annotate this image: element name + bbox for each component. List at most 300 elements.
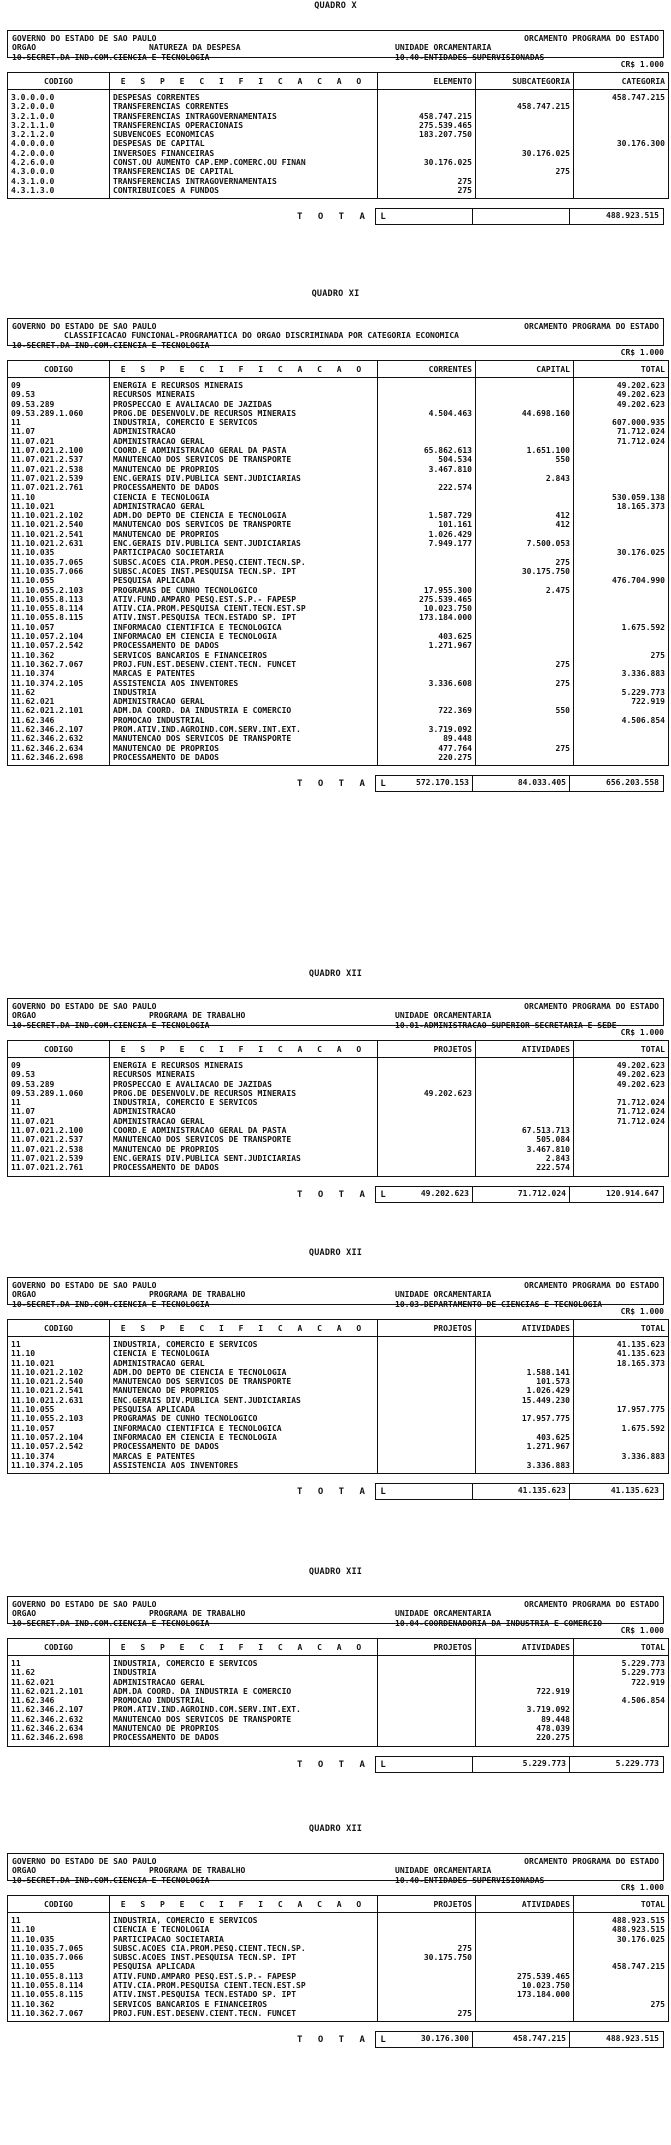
value-cell xyxy=(378,697,476,706)
value-cell xyxy=(574,1154,669,1163)
value-cell xyxy=(378,390,476,399)
value-cell xyxy=(574,1953,669,1962)
especificacao-cell: ENC.GERAIS DIV.PUBLICA SENT.JUDICIARIAS xyxy=(110,539,378,548)
value-cell xyxy=(378,623,476,632)
especificacao-cell: MARCAS E PATENTES xyxy=(110,669,378,678)
value-cell: 607.000.935 xyxy=(574,418,669,427)
totals-box xyxy=(375,1483,664,1500)
codigo-cell: 11.10 xyxy=(8,493,110,502)
especificacao-cell: ENERGIA E RECURSOS MINERAIS xyxy=(110,1058,378,1071)
budget-table xyxy=(7,72,669,199)
codigo-cell: 11.10.362.7.067 xyxy=(8,2009,110,2022)
value-cell xyxy=(476,734,574,743)
quadro-xii-administracao-superior xyxy=(0,968,671,1206)
report-subject: PROGRAMA DE TRABALHO xyxy=(149,1866,246,1876)
value-cell xyxy=(476,112,574,121)
especificacao-cell: ADM.DO DEPTO DE CIENCIA E TECNOLOGIA xyxy=(110,1368,378,1377)
value-cell: 49.202.623 xyxy=(378,1089,476,1098)
codigo-cell: 11.10.021.2.541 xyxy=(8,1386,110,1395)
unidade-name: 10.40-ENTIDADES SUPERVISIONADAS xyxy=(395,1875,545,1885)
table-row xyxy=(8,1107,669,1116)
value-cell: 1.587.729 xyxy=(378,511,476,520)
value-cell xyxy=(378,576,476,585)
total-value: 71.712.024 xyxy=(473,1187,570,1202)
codigo-cell: 11.10.374 xyxy=(8,1452,110,1461)
value-cell: 275.539.465 xyxy=(378,121,476,130)
value-cell xyxy=(378,1442,476,1451)
value-cell xyxy=(476,641,574,650)
codigo-cell: 11.62.021.2.101 xyxy=(8,706,110,715)
codigo-cell: 11.10.055.8.113 xyxy=(8,595,110,604)
value-cell: 15.449.230 xyxy=(476,1396,574,1405)
especificacao-cell: ENERGIA E RECURSOS MINERAIS xyxy=(110,378,378,391)
table-row xyxy=(8,539,669,548)
column-header-col4: CAPITAL xyxy=(476,361,574,378)
codigo-cell: 11.10.055.2.103 xyxy=(8,1414,110,1423)
budget-table xyxy=(7,1895,669,2022)
codigo-cell: 11.62 xyxy=(8,1668,110,1677)
total-label: T O T A L xyxy=(297,779,391,790)
value-cell xyxy=(476,2000,574,2009)
value-cell: 41.135.623 xyxy=(574,1349,669,1358)
value-cell xyxy=(378,1925,476,1934)
value-cell xyxy=(476,1058,574,1071)
value-cell: 412 xyxy=(476,511,574,520)
value-cell xyxy=(378,1135,476,1144)
value-cell: 505.084 xyxy=(476,1135,574,1144)
table-row xyxy=(8,651,669,660)
codigo-cell: 11 xyxy=(8,1913,110,1926)
value-cell: 49.202.623 xyxy=(574,1080,669,1089)
especificacao-cell: RECURSOS MINERAIS xyxy=(110,390,378,399)
table-row xyxy=(8,1925,669,1934)
value-cell xyxy=(476,697,574,706)
header-row xyxy=(8,73,669,90)
especificacao-cell: INDUSTRIA, COMERCIO E SERVICOS xyxy=(110,1098,378,1107)
table-row xyxy=(8,121,669,130)
especificacao-cell: RECURSOS MINERAIS xyxy=(110,1070,378,1079)
table-row xyxy=(8,1145,669,1154)
table-row xyxy=(8,1724,669,1733)
quadro-title: QUADRO XII xyxy=(308,1567,363,1577)
table-row xyxy=(8,753,669,766)
table-row xyxy=(8,1935,669,1944)
value-cell xyxy=(378,1962,476,1971)
total-value: 458.747.215 xyxy=(473,2032,570,2047)
value-cell xyxy=(574,1715,669,1724)
codigo-cell: 11.10.057.2.104 xyxy=(8,1433,110,1442)
codigo-cell: 11.10.021 xyxy=(8,1359,110,1368)
value-cell: 504.534 xyxy=(378,455,476,464)
table-row xyxy=(8,530,669,539)
value-cell: 275 xyxy=(574,651,669,660)
table-row xyxy=(8,641,669,650)
table-row xyxy=(8,1913,669,1926)
table-row xyxy=(8,1424,669,1433)
report-header xyxy=(7,1277,664,1309)
especificacao-cell: PARTICIPACAO SOCIETARIA xyxy=(110,1935,378,1944)
especificacao-cell: ASSISTENCIA AOS INVENTORES xyxy=(110,679,378,688)
especificacao-cell: ATIV.FUND.AMPARO PESQ.EST.S.P.- FAPESP xyxy=(110,595,378,604)
table-row xyxy=(8,1715,669,1724)
value-cell xyxy=(378,1724,476,1733)
value-cell: 3.467.810 xyxy=(378,465,476,474)
codigo-cell: 11.10.035.7.066 xyxy=(8,567,110,576)
quadro-xii-departamento-ciencias xyxy=(0,1247,671,1503)
codigo-cell: 11 xyxy=(8,1656,110,1669)
report-header xyxy=(7,30,664,62)
value-cell: 71.712.024 xyxy=(574,1117,669,1126)
value-cell: 550 xyxy=(476,706,574,715)
budget-table xyxy=(7,1638,669,1747)
column-header-especificacao: E S P E C I F I C A C A O xyxy=(110,1041,378,1058)
especificacao-cell: ADMINISTRACAO GERAL xyxy=(110,697,378,706)
codigo-cell: 11 xyxy=(8,418,110,427)
orgao-name: 10-SECRET.DA IND.COM.CIENCIA E TECNOLOGIA xyxy=(12,1875,210,1885)
value-cell xyxy=(574,744,669,753)
value-cell: 30.176.025 xyxy=(378,158,476,167)
value-cell: 275 xyxy=(378,186,476,199)
especificacao-cell: DESPESAS CORRENTES xyxy=(110,90,378,103)
total-value: 488.923.515 xyxy=(606,2034,659,2044)
value-cell xyxy=(574,121,669,130)
header-row xyxy=(8,1041,669,1058)
especificacao-cell: ADMINISTRACAO xyxy=(110,1107,378,1116)
unidade-name: 10.01-ADMINISTRACAO SUPERIOR SECRETARIA E SEDE xyxy=(395,1020,617,1030)
value-cell xyxy=(378,1107,476,1116)
value-cell xyxy=(574,1733,669,1746)
value-cell xyxy=(476,177,574,186)
unidade-name: 10.03-DEPARTAMENTO DE CIENCIAS E TECNOLOGIA xyxy=(395,1299,603,1309)
table-row xyxy=(8,2000,669,2009)
table-row xyxy=(8,474,669,483)
value-cell xyxy=(378,1154,476,1163)
table-row xyxy=(8,400,669,409)
value-cell xyxy=(378,1359,476,1368)
value-cell xyxy=(378,427,476,436)
value-cell xyxy=(378,502,476,511)
table-row xyxy=(8,1733,669,1746)
value-cell: 275 xyxy=(378,177,476,186)
value-cell xyxy=(378,1687,476,1696)
codigo-cell: 11.62.346.2.634 xyxy=(8,1724,110,1733)
especificacao-cell: MANUTENCAO DOS SERVICOS DE TRANSPORTE xyxy=(110,1715,378,1724)
value-cell: 17.955.300 xyxy=(378,586,476,595)
codigo-cell: 11.10.057 xyxy=(8,1424,110,1433)
total-value xyxy=(376,1484,473,1499)
value-cell: 1.271.967 xyxy=(476,1442,574,1451)
value-cell xyxy=(574,446,669,455)
totals-box xyxy=(375,208,664,225)
especificacao-cell: MANUTENCAO DE PROPRIOS xyxy=(110,1145,378,1154)
table-row xyxy=(8,1405,669,1414)
column-header-especificacao: E S P E C I F I C A C A O xyxy=(110,1896,378,1913)
table-row xyxy=(8,613,669,622)
value-cell xyxy=(378,660,476,669)
value-cell xyxy=(574,465,669,474)
value-cell xyxy=(476,669,574,678)
especificacao-cell: PROJ.FUN.EST.DESENV.CIENT.TECN. FUNCET xyxy=(110,660,378,669)
spacer xyxy=(0,1259,671,1277)
value-cell: 41.135.623 xyxy=(574,1337,669,1350)
orgao-label: ORGAO xyxy=(12,1866,37,1876)
value-cell xyxy=(476,493,574,502)
currency-unit: CR$ 1.000 xyxy=(620,348,664,357)
report-header xyxy=(7,1596,664,1628)
especificacao-cell: CIENCIA E TECNOLOGIA xyxy=(110,1349,378,1358)
totals-box xyxy=(375,2031,664,2048)
codigo-cell: 11.62.346.2.632 xyxy=(8,1715,110,1724)
codigo-cell: 11.10.362 xyxy=(8,651,110,660)
value-cell: 30.176.300 xyxy=(574,139,669,148)
value-cell xyxy=(574,613,669,622)
especificacao-cell: MANUTENCAO DE PROPRIOS xyxy=(110,530,378,539)
codigo-cell: 11.10.374.2.105 xyxy=(8,679,110,688)
value-cell xyxy=(378,1990,476,1999)
totals-box xyxy=(375,1756,664,1773)
quadro-title: QUADRO X xyxy=(314,1,357,11)
especificacao-cell: PROGRAMAS DE CUNHO TECNOLOGICO xyxy=(110,1414,378,1423)
total-value: 5.229.773 xyxy=(473,1757,570,1772)
codigo-cell: 11.10.035 xyxy=(8,548,110,557)
table-row xyxy=(8,1154,669,1163)
table-row xyxy=(8,1337,669,1350)
value-cell xyxy=(476,688,574,697)
codigo-cell: 11.10 xyxy=(8,1349,110,1358)
value-cell xyxy=(574,1972,669,1981)
codigo-cell: 11.62.021.2.101 xyxy=(8,1687,110,1696)
value-cell xyxy=(476,483,574,492)
table-row xyxy=(8,455,669,464)
value-cell xyxy=(378,1414,476,1423)
value-cell xyxy=(378,688,476,697)
unidade-label: UNIDADE ORCAMENTARIA xyxy=(395,1290,492,1300)
value-cell xyxy=(574,706,669,715)
total-row xyxy=(0,1483,671,1503)
value-cell xyxy=(574,102,669,111)
especificacao-cell: SUBVENCOES ECONOMICAS xyxy=(110,130,378,139)
value-cell xyxy=(476,1944,574,1953)
especificacao-cell: INFORMACAO CIENTIFICA E TECNOLOGICA xyxy=(110,623,378,632)
government-name: GOVERNO DO ESTADO DE SAO PAULO xyxy=(12,1600,157,1609)
quadro-xii-coordenadoria-industria xyxy=(0,1566,671,1776)
codigo-cell: 3.2.1.1.0 xyxy=(8,121,110,130)
quadro-title: QUADRO XII xyxy=(308,1824,363,1834)
value-cell: 17.957.775 xyxy=(476,1414,574,1423)
total-value: 572.170.153 xyxy=(376,776,473,791)
value-cell: 30.176.025 xyxy=(574,548,669,557)
spacer xyxy=(0,1835,671,1853)
table-row xyxy=(8,390,669,399)
especificacao-cell: ATIV.CIA.PROM.PESQUISA CIENT.TECN.EST.SP xyxy=(110,604,378,613)
especificacao-cell: PROCESSAMENTO DE DADOS xyxy=(110,753,378,766)
table-row xyxy=(8,1135,669,1144)
table-row xyxy=(8,1377,669,1386)
report-subject: PROGRAMA DE TRABALHO xyxy=(149,1290,246,1300)
value-cell xyxy=(378,1163,476,1176)
column-header-especificacao: E S P E C I F I C A C A O xyxy=(110,1639,378,1656)
value-cell xyxy=(476,1089,574,1098)
value-cell xyxy=(574,558,669,567)
value-cell xyxy=(378,1070,476,1079)
value-cell xyxy=(378,1452,476,1461)
column-header-col3: PROJETOS xyxy=(378,1896,476,1913)
value-cell xyxy=(476,378,574,391)
value-cell xyxy=(378,1396,476,1405)
value-cell xyxy=(574,1396,669,1405)
codigo-cell: 11.10.055.8.115 xyxy=(8,613,110,622)
value-cell xyxy=(378,1126,476,1135)
government-name: GOVERNO DO ESTADO DE SAO PAULO xyxy=(12,1281,157,1290)
especificacao-cell: MANUTENCAO DE PROPRIOS xyxy=(110,1386,378,1395)
currency-unit: CR$ 1.000 xyxy=(620,1307,664,1316)
value-cell: 2.475 xyxy=(476,586,574,595)
value-cell: 3.336.608 xyxy=(378,679,476,688)
especificacao-cell: INVERSOES FINANCEIRAS xyxy=(110,149,378,158)
value-cell xyxy=(574,725,669,734)
value-cell xyxy=(476,158,574,167)
especificacao-cell: TRANSFERENCIAS DE CAPITAL xyxy=(110,167,378,176)
value-cell xyxy=(476,1349,574,1358)
especificacao-cell: ADMINISTRACAO GERAL xyxy=(110,1359,378,1368)
value-cell xyxy=(574,520,669,529)
column-header-col5: CATEGORIA xyxy=(574,73,669,90)
budget-table xyxy=(7,1040,669,1177)
table-row xyxy=(8,427,669,436)
codigo-cell: 11.10.021.2.102 xyxy=(8,511,110,520)
column-header-col4: ATIVIDADES xyxy=(476,1041,574,1058)
unidade-name: 10.04-COORDENADORIA DA INDUSTRIA E COMERCIO xyxy=(395,1618,603,1628)
total-value: 41.135.623 xyxy=(473,1484,570,1499)
value-cell: 1.651.100 xyxy=(476,446,574,455)
especificacao-cell: PROMOCAO INDUSTRIAL xyxy=(110,716,378,725)
value-cell xyxy=(574,474,669,483)
quadro-title: QUADRO XII xyxy=(308,969,363,979)
codigo-cell: 11.10.374.2.105 xyxy=(8,1461,110,1474)
especificacao-cell: ENC.GERAIS DIV.PUBLICA SENT.JUDICIARIAS xyxy=(110,1154,378,1163)
value-cell: 30.175.750 xyxy=(476,567,574,576)
value-cell: 49.202.623 xyxy=(574,400,669,409)
especificacao-cell: PESQUISA APLICADA xyxy=(110,1405,378,1414)
table-row xyxy=(8,511,669,520)
column-header-col3: ELEMENTO xyxy=(378,73,476,90)
table-row xyxy=(8,1126,669,1135)
value-cell xyxy=(378,1913,476,1926)
codigo-cell: 09.53 xyxy=(8,1070,110,1079)
codigo-cell: 09.53.289.1.060 xyxy=(8,409,110,418)
especificacao-cell: MANUTENCAO DE PROPRIOS xyxy=(110,1724,378,1733)
table-row xyxy=(8,1396,669,1405)
codigo-cell: 11.10.055.2.103 xyxy=(8,586,110,595)
value-cell xyxy=(378,1368,476,1377)
value-cell xyxy=(476,1424,574,1433)
especificacao-cell: PROCESSAMENTO DE DADOS xyxy=(110,1442,378,1451)
especificacao-cell: ADMINISTRACAO GERAL xyxy=(110,1678,378,1687)
table-row xyxy=(8,418,669,427)
especificacao-cell: DESPESAS DE CAPITAL xyxy=(110,139,378,148)
value-cell: 4.504.463 xyxy=(378,409,476,418)
value-cell xyxy=(574,130,669,139)
column-header-col3: PROJETOS xyxy=(378,1041,476,1058)
value-cell xyxy=(378,1337,476,1350)
budget-program-title: ORCAMENTO PROGRAMA DO ESTADO xyxy=(524,1857,659,1866)
value-cell: 173.184.000 xyxy=(476,1990,574,1999)
value-cell: 71.712.024 xyxy=(574,427,669,436)
value-cell xyxy=(476,437,574,446)
value-cell xyxy=(476,1656,574,1669)
codigo-cell: 09.53.289.1.060 xyxy=(8,1089,110,1098)
value-cell xyxy=(378,1705,476,1714)
codigo-cell: 11.62.346.2.698 xyxy=(8,753,110,766)
totals-box xyxy=(375,1186,664,1203)
codigo-cell: 11.07.021 xyxy=(8,1117,110,1126)
table-row xyxy=(8,1678,669,1687)
value-cell xyxy=(378,1058,476,1071)
table-row xyxy=(8,1386,669,1395)
value-cell: 3.719.092 xyxy=(378,725,476,734)
value-cell: 476.704.990 xyxy=(574,576,669,585)
value-cell: 101.573 xyxy=(476,1377,574,1386)
especificacao-cell: ATIV.INST.PESQUISA TECN.ESTADO SP. IPT xyxy=(110,613,378,622)
especificacao-cell: PROCESSAMENTO DE DADOS xyxy=(110,641,378,650)
value-cell xyxy=(574,167,669,176)
total-label: T O T A L xyxy=(297,212,391,223)
table-row xyxy=(8,90,669,103)
header-row xyxy=(8,1896,669,1913)
currency-unit: CR$ 1.000 xyxy=(620,1028,664,1037)
especificacao-cell: PROMOCAO INDUSTRIAL xyxy=(110,1696,378,1705)
table-row xyxy=(8,1981,669,1990)
value-cell xyxy=(378,1080,476,1089)
value-cell xyxy=(574,604,669,613)
especificacao-cell: ADMINISTRACAO GERAL xyxy=(110,1117,378,1126)
especificacao-cell: MANUTENCAO DOS SERVICOS DE TRANSPORTE xyxy=(110,455,378,464)
codigo-cell: 11.07.021.2.537 xyxy=(8,455,110,464)
table-row xyxy=(8,1656,669,1669)
report-subject: NATUREZA DA DESPESA xyxy=(149,43,241,53)
value-cell xyxy=(378,1424,476,1433)
codigo-cell: 11.07.021.2.100 xyxy=(8,446,110,455)
codigo-cell: 11.10.057.2.542 xyxy=(8,641,110,650)
value-cell: 4.506.854 xyxy=(574,1696,669,1705)
especificacao-cell: CONTRIBUICOES A FUNDOS xyxy=(110,186,378,199)
codigo-cell: 3.2.1.2.0 xyxy=(8,130,110,139)
value-cell xyxy=(574,632,669,641)
report-subject: PROGRAMA DE TRABALHO xyxy=(149,1011,246,1021)
column-header-col5: TOTAL xyxy=(574,1639,669,1656)
value-cell xyxy=(378,90,476,103)
codigo-cell: 11.10.055.8.115 xyxy=(8,1990,110,1999)
value-cell xyxy=(476,1452,574,1461)
table-row xyxy=(8,697,669,706)
value-cell xyxy=(574,1414,669,1423)
total-label: T O T A L xyxy=(297,2035,391,2046)
table-row xyxy=(8,576,669,585)
unidade-name: 10.40-ENTIDADES SUPERVISIONADAS xyxy=(395,52,545,62)
especificacao-cell: ATIV.INST.PESQUISA TECN.ESTADO SP. IPT xyxy=(110,1990,378,1999)
table-row xyxy=(8,1414,669,1423)
value-cell xyxy=(378,400,476,409)
codigo-cell: 11.07.021.2.537 xyxy=(8,1135,110,1144)
value-cell: 49.202.623 xyxy=(574,378,669,391)
table-row xyxy=(8,378,669,391)
budget-table xyxy=(7,1319,669,1474)
value-cell xyxy=(476,1678,574,1687)
codigo-cell: 11.07.021.2.761 xyxy=(8,1163,110,1176)
table-row xyxy=(8,1452,669,1461)
value-cell xyxy=(574,1981,669,1990)
codigo-cell: 11.10.021 xyxy=(8,502,110,511)
